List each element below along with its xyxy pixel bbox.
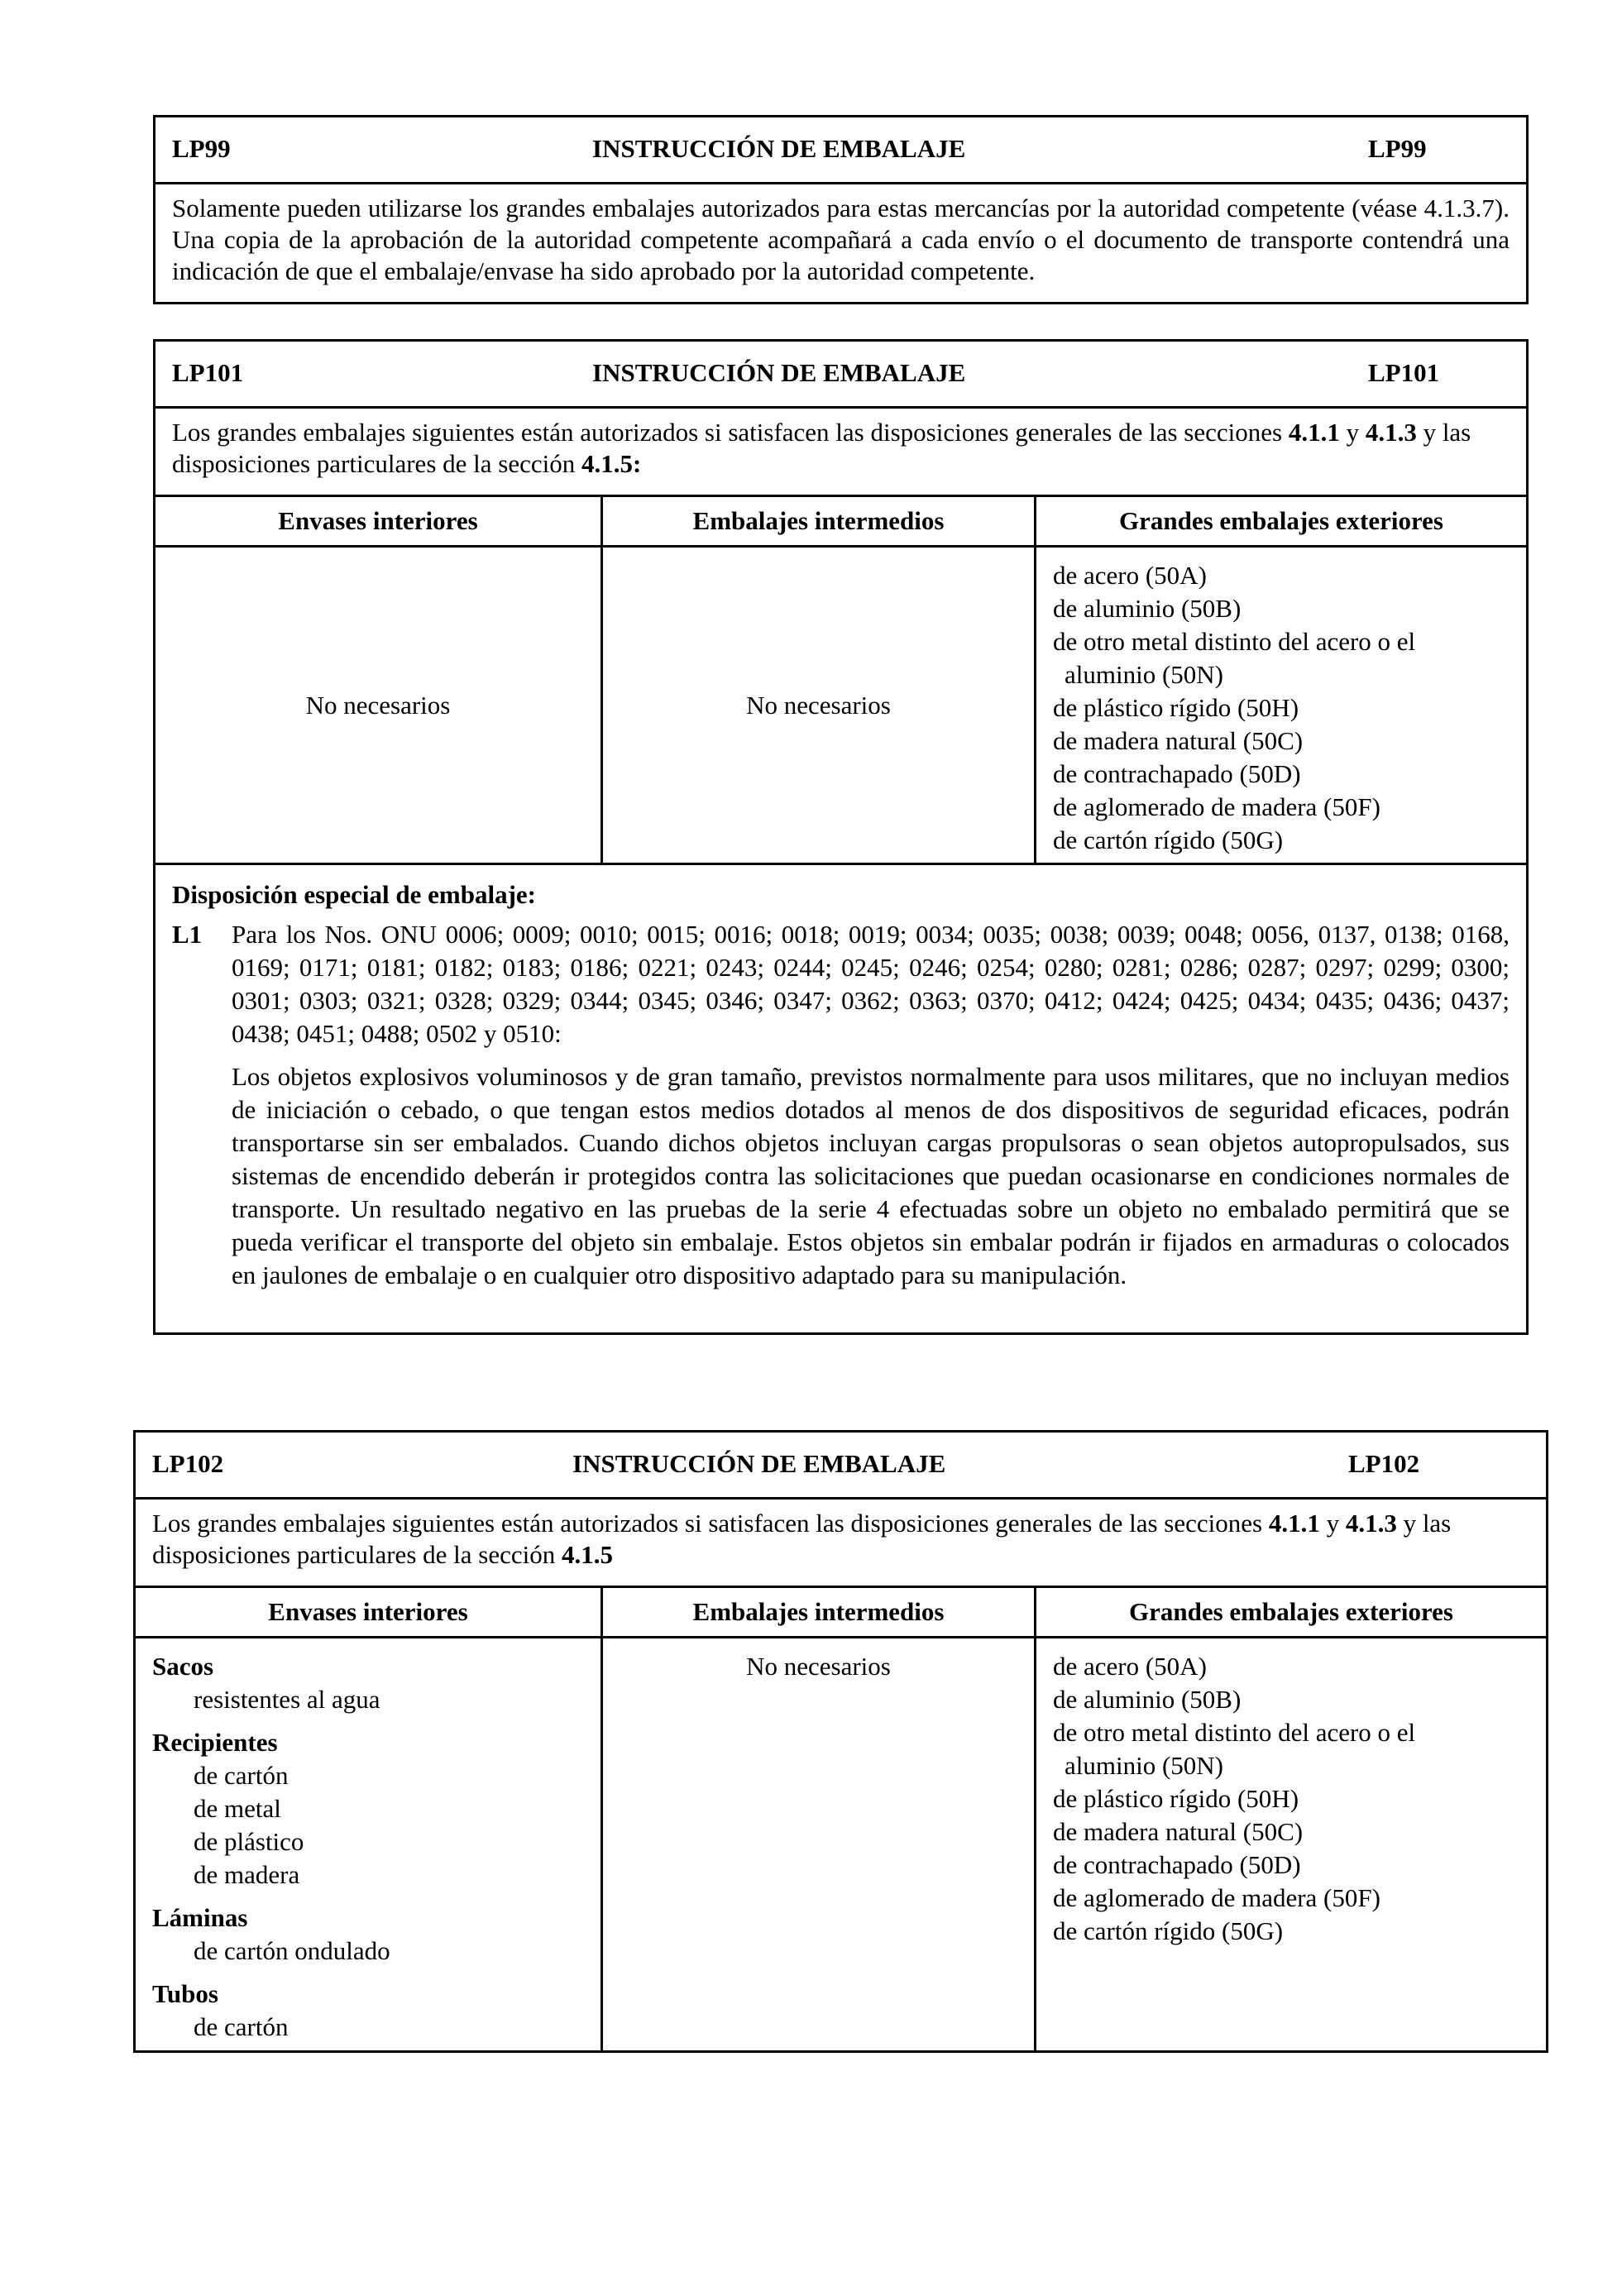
lp102-inner-groups bbox=[136, 1638, 600, 2052]
list-item: de contrachapado (50D) bbox=[1053, 1850, 1301, 1879]
lp99-table bbox=[153, 115, 1529, 304]
lp101-col-intermediate bbox=[600, 497, 1034, 863]
lp101-special-provision bbox=[156, 863, 1526, 1310]
lp101-outer-list bbox=[1036, 548, 1526, 863]
lp102-col-intermediate bbox=[600, 1588, 1034, 2052]
list-item: de plástico bbox=[194, 1827, 304, 1856]
list-item: de cartón bbox=[194, 2012, 289, 2041]
lp101-inner-value: No necesarios bbox=[305, 690, 451, 720]
lp102-code-left: LP102 bbox=[152, 1449, 224, 1478]
list-item: de aluminio (50B) bbox=[1053, 1685, 1242, 1714]
list-item: de madera bbox=[194, 1860, 300, 1889]
list-item: resistentes al agua bbox=[194, 1685, 380, 1714]
lp102-ref-411: 4.1.1 bbox=[1268, 1509, 1320, 1538]
lp102-table bbox=[133, 1430, 1548, 2053]
lp102-header bbox=[136, 1433, 1546, 1500]
lp99-code-right: LP99 bbox=[1368, 134, 1427, 163]
lp101-intermediate-value: No necesarios bbox=[746, 690, 891, 720]
lp101-code-left: LP101 bbox=[172, 358, 244, 387]
lp102-intro-text-2: y las disposiciones particulares de la sección bbox=[152, 1509, 1452, 1569]
lp102-intro-and: y bbox=[1319, 1509, 1346, 1538]
lp101-header bbox=[156, 342, 1526, 409]
list-item: de plástico rígido (50H) bbox=[1053, 693, 1299, 722]
lp102-intermediate-value: No necesarios bbox=[746, 1652, 891, 1681]
lp99-code-left: LP99 bbox=[172, 134, 231, 163]
lp101-table bbox=[153, 339, 1529, 1335]
lp101-columns bbox=[156, 495, 1526, 863]
l1-body bbox=[232, 918, 1510, 1302]
group-title-laminas: Láminas bbox=[152, 1903, 248, 1932]
lp102-col-inner bbox=[136, 1588, 600, 2052]
list-item: de acero (50A) bbox=[1053, 1652, 1207, 1681]
lp101-col-inner bbox=[156, 497, 600, 863]
lp101-title: INSTRUCCIÓN DE EMBALAJE bbox=[592, 358, 966, 387]
lp101-col-header-outer: Grandes embalajes exteriores bbox=[1036, 497, 1526, 548]
special-provision-title: Disposición especial de embalaje: bbox=[172, 880, 536, 909]
lp101-col-outer bbox=[1034, 497, 1526, 863]
list-item: de cartón rígido (50G) bbox=[1053, 1916, 1284, 1945]
lp102-code-right: LP102 bbox=[1348, 1449, 1420, 1478]
list-item: de contrachapado (50D) bbox=[1053, 759, 1301, 788]
lp101-col-header-intermediate: Embalajes intermedios bbox=[603, 497, 1034, 548]
list-item: de cartón rígido (50G) bbox=[1053, 825, 1284, 854]
lp101-col-header-inner: Envases interiores bbox=[156, 497, 600, 548]
lp99-title: INSTRUCCIÓN DE EMBALAJE bbox=[592, 134, 966, 163]
list-item: de madera natural (50C) bbox=[1053, 726, 1304, 755]
l1-row bbox=[172, 918, 1510, 1302]
list-item: de otro metal distinto del acero o el bbox=[1053, 627, 1416, 656]
lp102-col-header-outer: Grandes embalajes exteriores bbox=[1036, 1588, 1546, 1638]
lp101-intro bbox=[156, 409, 1526, 495]
lp101-intro-and: y bbox=[1339, 418, 1366, 447]
group-title-sacos: Sacos bbox=[152, 1652, 214, 1681]
lp101-intro-text: Los grandes embalajes siguientes están autorizados si satisfacen las disposiciones generales de las secciones bbox=[172, 418, 1289, 447]
lp102-col-outer bbox=[1034, 1588, 1546, 2052]
lp101-ref-413: 4.1.3 bbox=[1365, 418, 1417, 447]
group-title-recipientes: Recipientes bbox=[152, 1728, 278, 1757]
list-item: de plástico rígido (50H) bbox=[1053, 1784, 1299, 1813]
l1-un-numbers: Para los Nos. ONU 0006; 0009; 0010; 0015; 0016; 0018; 0019; 0034; 0035; 0038; 0039; 0048; 0056, 0137, 0138; 0168, 0169; 0171; 0181; 0182; 0183; 0186; 0221; 0243; 0244; 0245; 0246; 0254; 0280; 0281; 0286; 0287; 0297; 0299; 0300; 0301; 0303; 0321; 0328; 0329; 0344; 0345; 0346; 0347; 0362; 0363; 0370; 0412; 0424; 0425; 0434; 0435; 0436; 0437; 0438; 0451; 0488; 0502 y 0510: bbox=[232, 920, 1510, 1048]
list-item: de cartón bbox=[194, 1761, 289, 1790]
lp101-intro-text-2: y las disposiciones particulares de la sección bbox=[172, 418, 1471, 478]
list-item: de madera natural (50C) bbox=[1053, 1817, 1304, 1846]
lp102-col-header-inner: Envases interiores bbox=[136, 1588, 600, 1638]
lp102-intro bbox=[136, 1500, 1546, 1586]
lp99-text: Solamente pueden utilizarse los grandes embalajes autorizados para estas mercancías por la autoridad competente (véase 4.1.3.7). Una copia de la aprobación de la autoridad competente acompañará a cada envío o el documento de transporte contendrá una indicación de que el embalaje/envase ha sido aprobado por la autoridad competente. bbox=[172, 194, 1510, 285]
lp102-title: INSTRUCCIÓN DE EMBALAJE bbox=[572, 1449, 946, 1478]
list-item: de acero (50A) bbox=[1053, 561, 1207, 590]
list-item: aluminio (50N) bbox=[1065, 1751, 1223, 1780]
lp102-columns bbox=[136, 1586, 1546, 2052]
lp101-ref-415: 4.1.5: bbox=[581, 449, 642, 478]
list-item: de aglomerado de madera (50F) bbox=[1053, 792, 1380, 821]
lp102-ref-413: 4.1.3 bbox=[1345, 1509, 1397, 1538]
lp101-ref-411: 4.1.1 bbox=[1288, 418, 1340, 447]
l1-text: Los objetos explosivos voluminosos y de gran tamaño, previstos normalmente para usos militares, que no incluyan medios de iniciación o cebado, o que tengan estos medios dotados al menos de dos dispositivos de seguridad eficaces, podrán transportarse sin ser embalados. Cuando dichos objetos incluyan cargas propulsoras o sean objetos autopropulsados, sus sistemas de encendido deberán ir protegidos contra las solicitaciones que puedan ocasionarse en condiciones normales de transporte. Un resultado negativo en las pruebas de la serie 4 efectuadas sobre un objeto no embalado permitirá que se pueda verificar el transporte del objeto sin embalaje. Estos objetos sin embalar podrán ir fijados en armaduras o colocados en jaulones de embalaje o en cualquier otro dispositivo adaptado para su manipulación. bbox=[232, 1062, 1510, 1289]
lp102-ref-415: 4.1.5 bbox=[561, 1540, 613, 1569]
lp102-outer-list bbox=[1036, 1638, 1546, 1948]
list-item: aluminio (50N) bbox=[1065, 660, 1223, 689]
list-item: de otro metal distinto del acero o el bbox=[1053, 1718, 1416, 1747]
lp102-col-header-intermediate: Embalajes intermedios bbox=[603, 1588, 1034, 1638]
list-item: de metal bbox=[194, 1794, 281, 1823]
group-title-tubos: Tubos bbox=[152, 1979, 218, 2008]
list-item: de aluminio (50B) bbox=[1053, 594, 1242, 623]
l1-tag: L1 bbox=[172, 920, 203, 949]
lp102-intro-text: Los grandes embalajes siguientes están autorizados si satisfacen las disposiciones generales de las secciones bbox=[152, 1509, 1269, 1538]
list-item: de aglomerado de madera (50F) bbox=[1053, 1883, 1380, 1912]
lp99-header bbox=[156, 117, 1526, 184]
lp101-code-right: LP101 bbox=[1368, 358, 1440, 387]
list-item: de cartón ondulado bbox=[194, 1936, 390, 1965]
